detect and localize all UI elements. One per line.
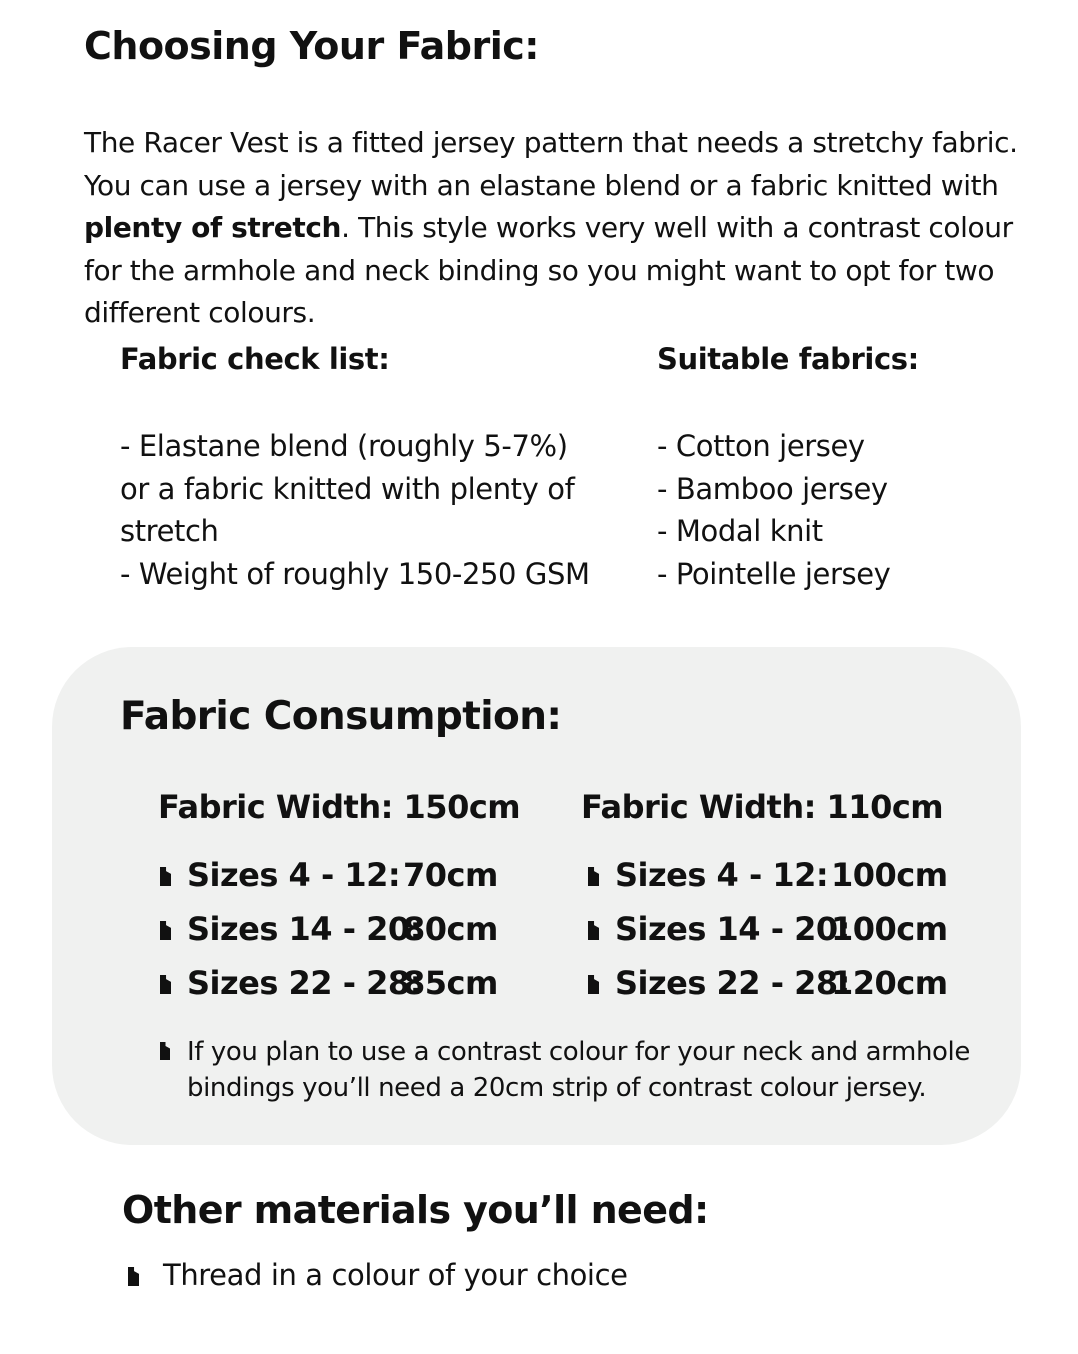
fabric-length: 100cm [831, 856, 948, 894]
checklist-item: - Weight of roughly 150-250 GSM [120, 556, 590, 591]
size-range: Sizes 22 - 28: [187, 964, 422, 1002]
tab-bullet-icon [160, 867, 171, 886]
suitable-fabric-item: - Cotton jersey [657, 429, 865, 463]
suitable-fabric-item: - Bamboo jersey [657, 471, 888, 506]
material-item: Thread in a colour of your choice [163, 1258, 628, 1292]
size-range: Sizes 14 - 20: [615, 910, 850, 948]
size-row [586, 964, 1006, 1004]
size-range: Sizes 4 - 12: [615, 856, 829, 894]
size-row [158, 856, 558, 896]
checklist [120, 425, 590, 595]
checklist-item: - Elastane blend (roughly 5-7%) or a fabric knitted with plenty of stretch [120, 429, 575, 548]
size-row [158, 910, 558, 950]
suitable-fabrics-title: Suitable fabrics: [657, 342, 919, 376]
page-title: Choosing Your Fabric: [84, 24, 539, 68]
tab-bullet-icon [160, 921, 171, 940]
intro-text-part2: . This style works very well with a contrast colour for the armhole and neck binding so you might want to opt for two different colours. [84, 211, 1013, 329]
suitable-fabric-item: - Pointelle jersey [657, 556, 891, 591]
size-row [586, 856, 1006, 896]
fabric-length: 120cm [831, 964, 948, 1002]
intro-text-part1: The Racer Vest is a fitted jersey pattern that needs a stretchy fabric. You can use a jersey with an elastane blend or a fabric knitted with [84, 126, 1018, 202]
tab-bullet-icon [588, 921, 599, 940]
tab-bullet-icon [588, 975, 599, 994]
fabric-consumption-title: Fabric Consumption: [120, 694, 562, 739]
size-row [158, 964, 558, 1004]
tab-bullet-icon [128, 1267, 139, 1286]
intro-text-bold: plenty of stretch [84, 211, 342, 244]
fabric-width-heading: Fabric Width: 150cm [158, 788, 521, 826]
suitable-fabrics-list [657, 425, 1017, 595]
size-range: Sizes 14 - 20: [187, 910, 422, 948]
tab-bullet-icon [588, 867, 599, 886]
fabric-length: 100cm [831, 910, 948, 948]
other-materials-title: Other materials you’ll need: [122, 1188, 709, 1232]
checklist-title: Fabric check list: [120, 342, 390, 376]
intro-paragraph [84, 122, 1024, 335]
fabric-length: 70cm [403, 856, 498, 894]
fabric-length: 85cm [403, 964, 498, 1002]
fabric-length: 80cm [403, 910, 498, 948]
tab-bullet-icon [160, 975, 171, 994]
fabric-width-heading: Fabric Width: 110cm [581, 788, 944, 826]
size-range: Sizes 4 - 12: [187, 856, 401, 894]
size-range: Sizes 22 - 28: [615, 964, 850, 1002]
suitable-fabric-item: - Modal knit [657, 514, 823, 548]
size-row [586, 910, 1006, 950]
contrast-binding-note: If you plan to use a contrast colour for your neck and armhole bindings you’ll need a 20cm strip of contrast colour jersey. [187, 1037, 970, 1103]
